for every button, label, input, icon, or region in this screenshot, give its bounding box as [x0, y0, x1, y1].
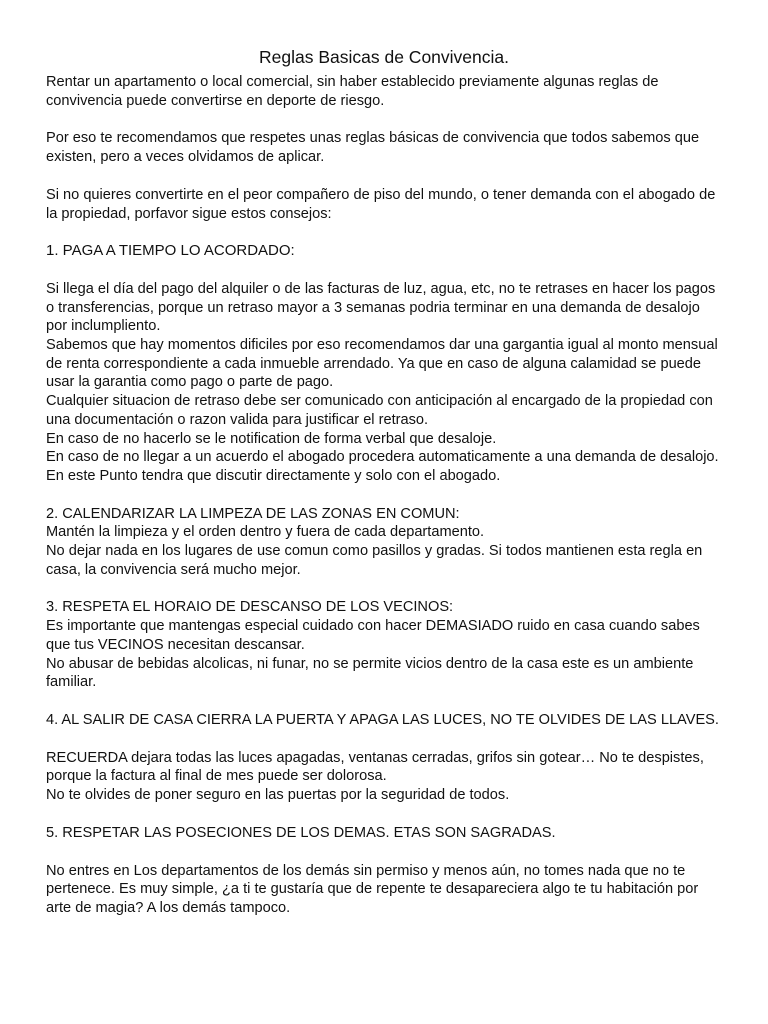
- section-5-body: [46, 862, 722, 918]
- section-1-paragraph: Si llega el día del pago del alquiler o de las facturas de luz, agua, etc, no te retrases en hacer los pagos o transferencias, porque un retraso mayor a 3 semanas podria terminar en una demanda de desalojo por inclumpliento.: [46, 280, 716, 335]
- section-3-heading: 3. RESPETA EL HORAIO DE DESCANSO DE LOS VECINOS:: [46, 599, 454, 616]
- intro-paragraph-1: Rentar un apartamento o local comercial, sin haber establecido previamente algunas reglas de convivencia puede convertirse en deporte de riesgo.: [46, 74, 659, 109]
- section-1-paragraph: En este Punto tendra que discutir directamente y solo con el abogado.: [46, 467, 501, 484]
- section-5-heading: 5. RESPETAR LAS POSECIONES DE LOS DEMAS. ETAS SON SAGRADAS.: [46, 824, 556, 841]
- section-1-paragraph: En caso de no hacerlo se le notification de forma verbal que desaloje.: [46, 430, 497, 447]
- section-3: [46, 598, 722, 692]
- section-2-paragraph: Mantén la limpieza y el orden dentro y fuera de cada departamento.: [46, 524, 485, 541]
- section-1-heading: 1. PAGA A TIEMPO LO ACORDADO:: [46, 242, 295, 260]
- section-4-paragraph: No te olvides de poner seguro en las puertas por la seguridad de todos.: [46, 787, 510, 804]
- section-4-heading: 4. AL SALIR DE CASA CIERRA LA PUERTA Y APAGA LAS LUCES, NO TE OLVIDES DE LAS LLAVES.: [46, 711, 719, 728]
- section-5-paragraph: No entres en Los departamentos de los demás sin permiso y menos aún, no tomes nada que no te pertenece. Es muy simple, ¿a ti te gustaría que de repente te desapareciera algo te tu habitación por arte de magia? A los demás tampoco.: [46, 862, 699, 916]
- document-title: Reglas Basicas de Convivencia.: [259, 47, 509, 67]
- section-1-paragraph: En caso de no llegar a un acuerdo el abogado procedera automaticamente a una demanda de desalojo.: [46, 449, 719, 466]
- section-2: [46, 505, 722, 580]
- section-4-paragraph: RECUERDA dejara todas las luces apagadas, ventanas cerradas, grifos sin gotear… No te despistes, porque la factura al final de mes puede ser dolorosa.: [46, 749, 704, 785]
- section-4-body: [46, 749, 722, 805]
- intro-paragraph-2: Por eso te recomendamos que respetes unas reglas básicas de convivencia que todos sabemos que existen, pero a veces olvidamos de aplicar.: [46, 130, 700, 166]
- section-2-paragraph: No dejar nada en los lugares de use comun como pasillos y gradas. Si todos mantienen esta regla en casa, la convivencia será mucho mejor.: [46, 543, 703, 578]
- section-1-paragraph: Cualquier situacion de retraso debe ser comunicado con anticipación al encargado de la propiedad con una documentación o razon valida para justificar el retraso.: [46, 393, 713, 428]
- section-1-body: [46, 280, 722, 486]
- section-3-paragraph: Es importante que mantengas especial cuidado con hacer DEMASIADO ruido en casa cuando sabes que tus VECINOS necesitan descansar.: [46, 618, 700, 653]
- section-3-paragraph: No abusar de bebidas alcolicas, ni funar, no se permite vicios dentro de la casa este es un ambiente familiar.: [46, 655, 694, 691]
- intro-paragraph-3: Si no quieres convertirte en el peor compañero de piso del mundo, o tener demanda con el abogado de la propiedad, porfavor sigue estos consejos:: [46, 186, 716, 222]
- section-2-heading: 2. CALENDARIZAR LA LIMPEZA DE LAS ZONAS EN COMUN:: [46, 505, 460, 522]
- section-1-paragraph: Sabemos que hay momentos dificiles por eso recomendamos dar una gargantia igual al monto mensual de renta correspondiente a cada inmueble arrendado. Ya que en caso de alguna calamidad se puede usar la garantia como pago o parte de pago.: [46, 337, 718, 391]
